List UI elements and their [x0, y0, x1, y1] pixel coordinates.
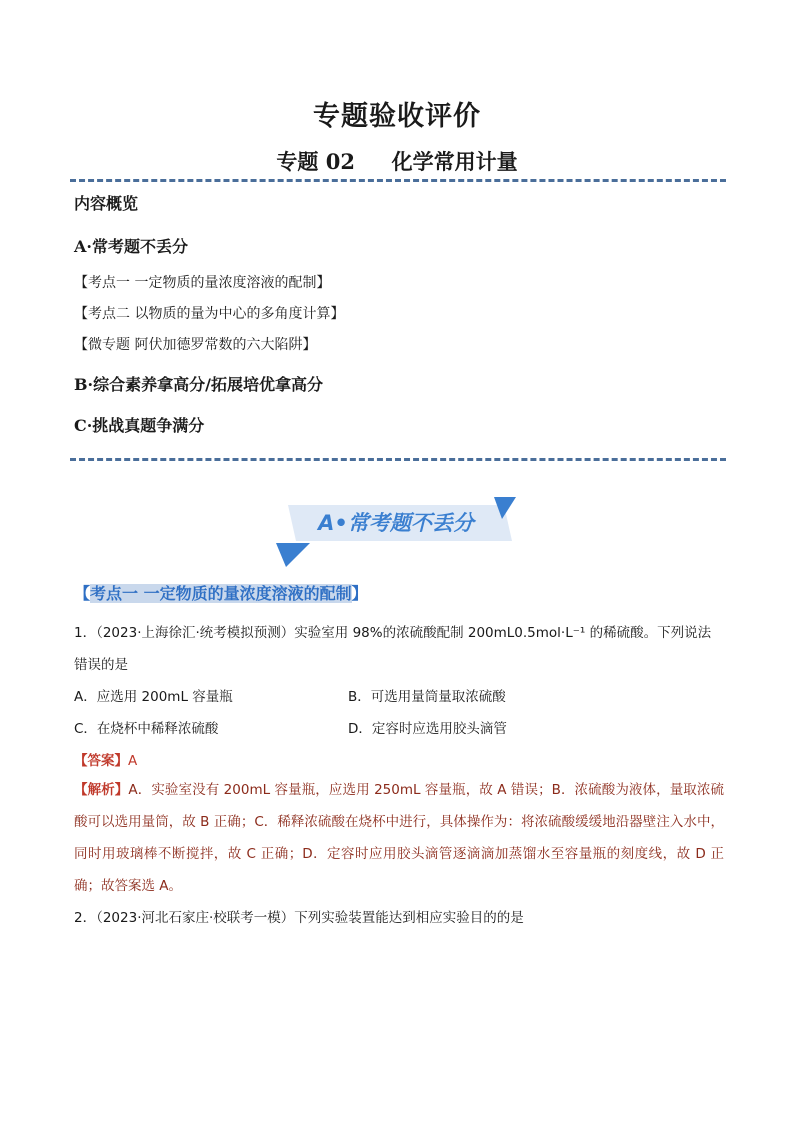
page-title: 专题验收评价	[313, 101, 481, 132]
page-subtitle	[0, 146, 794, 176]
overview-kp3: 【微专题 阿伏加德罗常数的六大陷阱】	[74, 337, 317, 353]
kp-heading	[74, 581, 368, 604]
subtitle-number: 02	[325, 149, 355, 174]
analysis-text: A．实验室没有 200mL 容量瓶，应选用 250mL 容量瓶，故 A 错误；B．浓硫酸为液体，量取浓硫酸可以选用量筒，故 B 正确；C．稀释浓硫酸在烧杯中进行，具体操作为：将浓硫酸缓缓地沿器壁注入水中，同时用玻璃棒不断搅拌，故 C 正确；D．定容时应用胶头滴管逐滴滴加蒸馏水至容量瓶的刻度线，故 D 正确；故答案选 A。	[74, 782, 725, 894]
analysis-label: 【解析】	[74, 782, 129, 798]
subtitle-prefix: 专题	[276, 150, 319, 174]
overview-section-c: C·挑战真题争满分	[74, 416, 205, 435]
question-1-option-c: C．在烧杯中稀释浓硫酸	[74, 721, 219, 737]
kp-heading-bracket-right: 】	[351, 584, 368, 603]
kp-heading-text: 考点一 一定物质的量浓度溶液的配制	[90, 584, 352, 603]
question-1-option-a: A．应选用 200mL 容量瓶	[74, 689, 233, 705]
banner-corner-bl	[276, 543, 310, 567]
question-2-stem: 2．（2023·河北石家庄·校联考一模）下列实验装置能达到相应实验目的的是	[74, 910, 524, 926]
divider-top	[70, 179, 726, 182]
answer-value: A	[128, 753, 138, 769]
question-1-option-b: B．可选用量筒量取浓硫酸	[348, 689, 506, 705]
overview-section-a: A·常考题不丢分	[74, 237, 188, 256]
question-1-answer	[74, 749, 137, 769]
overview-section-b: B·综合素养拿高分/拓展培优拿高分	[74, 375, 323, 394]
question-1-option-d: D．定容时应选用胶头滴管	[348, 721, 507, 737]
overview-kp2: 【考点二 以物质的量为中心的多角度计算】	[74, 306, 345, 322]
subtitle-name: 化学常用计量	[391, 150, 518, 174]
banner-text: A•常考题不丢分	[318, 511, 474, 535]
question-1-stem: 1．（2023·上海徐汇·统考模拟预测）实验室用 98%的浓硫酸配制 200mL0.5mol·L⁻¹ 的稀硫酸。下列说法错误的是	[74, 625, 712, 673]
kp-heading-bracket-left: 【	[74, 584, 91, 603]
answer-label: 【答案】	[74, 753, 128, 769]
overview-kp1: 【考点一 一定物质的量浓度溶液的配制】	[74, 275, 331, 291]
divider-bottom	[70, 458, 726, 461]
overview-heading: 内容概览	[74, 194, 139, 213]
question-1-analysis	[74, 774, 724, 902]
